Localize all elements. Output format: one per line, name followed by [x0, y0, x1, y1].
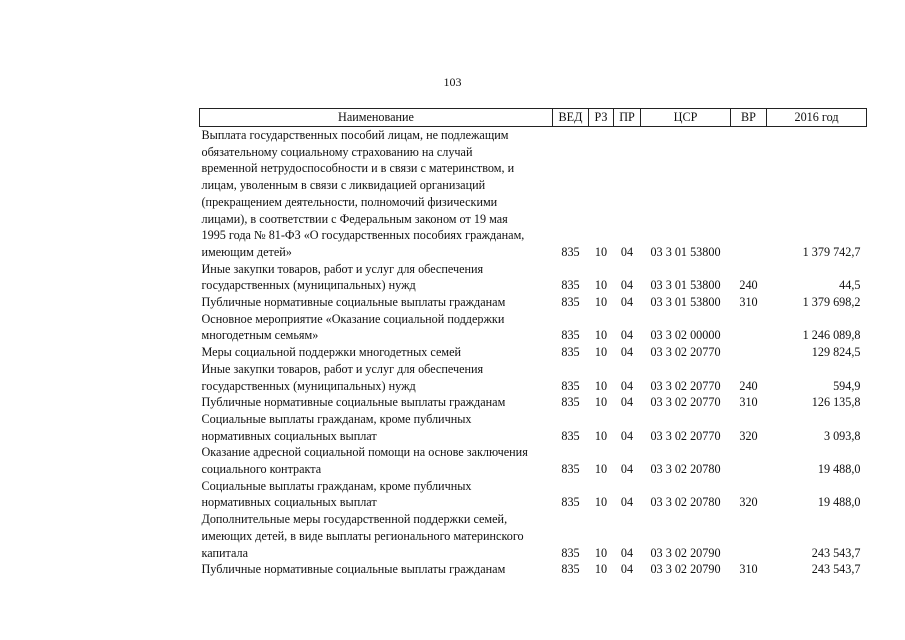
row-pr: 04 [620, 378, 634, 393]
row-rz: 10 [594, 278, 608, 293]
header-pr: ПР [614, 109, 641, 127]
row-pr: 04 [620, 462, 634, 477]
row-ved: 835 [561, 244, 580, 259]
table-row [200, 561, 867, 578]
header-vr: ВР [731, 109, 767, 127]
row-vr: 310 [739, 395, 758, 410]
row-name-line: Публичные нормативные социальные выплаты гражданам [201, 395, 506, 410]
row-name [200, 261, 553, 294]
row-pr: 04 [620, 295, 634, 310]
row-vr: 240 [739, 278, 758, 293]
row-amount: 1 379 698,2 [802, 295, 861, 310]
row-vr: 320 [739, 495, 758, 510]
row-pr: 04 [620, 328, 634, 343]
row-rz: 10 [594, 244, 608, 259]
row-csr: 03 3 02 20770 [650, 378, 721, 393]
row-ved: 835 [561, 428, 580, 443]
row-rz: 10 [594, 562, 608, 577]
table-row [200, 394, 867, 411]
row-vr [731, 311, 767, 344]
row-ved: 835 [561, 328, 580, 343]
row-name [200, 478, 553, 511]
row-ved: 835 [561, 278, 580, 293]
row-amount: 1 379 742,7 [802, 244, 861, 259]
row-amount: 129 824,5 [811, 345, 861, 360]
row-amount: 19 488,0 [817, 495, 861, 510]
row-csr: 03 3 01 53800 [650, 244, 721, 259]
row-name-line: государственных (муниципальных) нужд [201, 378, 416, 393]
row-pr: 04 [620, 278, 634, 293]
row-csr: 03 3 02 20770 [650, 395, 721, 410]
row-name [200, 561, 553, 578]
row-rz: 10 [594, 295, 608, 310]
row-rz: 10 [594, 395, 608, 410]
row-name-line: Иные закупки товаров, работ и услуг для обеспечения [201, 261, 484, 276]
row-ved: 835 [561, 395, 580, 410]
row-name-line: временной нетрудоспособности и в связи с материнством, и [201, 161, 515, 176]
header-year: 2016 год [767, 109, 867, 127]
row-ved: 835 [561, 562, 580, 577]
row-vr: 240 [739, 378, 758, 393]
table-row [200, 361, 867, 394]
row-vr [731, 511, 767, 561]
row-csr: 03 3 02 20770 [650, 345, 721, 360]
row-name [200, 344, 553, 361]
row-name-line: Меры социальной поддержки многодетных семей [201, 345, 462, 360]
row-name-line: Публичные нормативные социальные выплаты гражданам [201, 562, 506, 577]
row-name-line: обязательному социальному страхованию на случай [201, 144, 473, 159]
row-csr: 03 3 02 00000 [650, 328, 721, 343]
row-csr: 03 3 02 20790 [650, 545, 721, 560]
row-csr: 03 3 01 53800 [650, 295, 721, 310]
row-vr [731, 344, 767, 361]
table-row [200, 311, 867, 344]
row-rz: 10 [594, 462, 608, 477]
row-name [200, 394, 553, 411]
row-pr: 04 [620, 562, 634, 577]
row-amount: 3 093,8 [823, 428, 861, 443]
table-row [200, 511, 867, 561]
table-row [200, 344, 867, 361]
row-vr: 310 [739, 562, 758, 577]
row-name [200, 311, 553, 344]
row-name-line: лицами), в соответствии с Федеральным законом от 19 мая [201, 211, 508, 226]
row-vr [731, 444, 767, 477]
row-name-line: Иные закупки товаров, работ и услуг для обеспечения [201, 361, 484, 376]
row-name [200, 444, 553, 477]
row-ved: 835 [561, 495, 580, 510]
row-vr: 310 [739, 295, 758, 310]
row-rz: 10 [594, 345, 608, 360]
row-ved: 835 [561, 345, 580, 360]
row-pr: 04 [620, 345, 634, 360]
header-name: Наименование [200, 109, 553, 127]
row-pr: 04 [620, 395, 634, 410]
table-body [200, 127, 867, 578]
row-name-line: имеющим детей» [201, 244, 292, 259]
row-name-line: государственных (муниципальных) нужд [201, 278, 416, 293]
table-header-row [200, 109, 867, 127]
row-name-line: Дополнительные меры государственной поддержки семей, [201, 512, 508, 527]
budget-table [199, 108, 867, 578]
table-row [200, 294, 867, 311]
row-rz: 10 [594, 495, 608, 510]
row-ved: 835 [561, 378, 580, 393]
table-row [200, 444, 867, 477]
page-number: 103 [443, 75, 462, 89]
header-rz: РЗ [589, 109, 614, 127]
row-amount: 243 543,7 [811, 545, 861, 560]
row-name-line: Оказание адресной социальной помощи на основе заключения [201, 445, 528, 460]
header-csr: ЦСР [641, 109, 731, 127]
row-name [200, 511, 553, 561]
row-name [200, 294, 553, 311]
row-name [200, 411, 553, 444]
row-amount: 594,9 [833, 378, 861, 393]
row-name-line: лицам, уволенным в связи с ликвидацией организаций [201, 178, 486, 193]
row-pr: 04 [620, 495, 634, 510]
row-ved: 835 [561, 545, 580, 560]
row-csr: 03 3 01 53800 [650, 278, 721, 293]
row-ved: 835 [561, 462, 580, 477]
row-name-line: Социальные выплаты гражданам, кроме публичных [201, 478, 472, 493]
row-name-line: нормативных социальных выплат [201, 495, 377, 510]
row-csr: 03 3 02 20790 [650, 562, 721, 577]
row-name-line: нормативных социальных выплат [201, 428, 377, 443]
row-name-line: многодетным семьям» [201, 328, 319, 343]
row-csr: 03 3 02 20780 [650, 462, 721, 477]
row-vr: 320 [739, 428, 758, 443]
row-vr [731, 127, 767, 261]
row-name-line: Основное мероприятие «Оказание социальной поддержки [201, 311, 505, 326]
row-rz: 10 [594, 545, 608, 560]
row-name-line: 1995 года № 81-ФЗ «О государственных пособиях гражданам, [201, 228, 525, 243]
row-amount: 243 543,7 [811, 562, 861, 577]
table-row [200, 478, 867, 511]
row-amount: 1 246 089,8 [802, 328, 861, 343]
row-rz: 10 [594, 428, 608, 443]
row-name [200, 361, 553, 394]
row-name-line: Выплата государственных пособий лицам, не подлежащим [201, 128, 509, 142]
row-pr: 04 [620, 545, 634, 560]
row-name-line: капитала [201, 545, 249, 560]
row-name [200, 127, 553, 261]
row-name-line: имеющих детей, в виде выплаты регионального материнского [201, 528, 524, 543]
row-name-line: Социальные выплаты гражданам, кроме публичных [201, 411, 472, 426]
row-name-line: социального контракта [201, 462, 322, 477]
row-rz: 10 [594, 378, 608, 393]
table-row [200, 411, 867, 444]
row-name-line: (прекращением деятельности, полномочий физическими [201, 194, 498, 209]
row-ved: 835 [561, 295, 580, 310]
row-amount: 19 488,0 [817, 462, 861, 477]
row-amount: 126 135,8 [811, 395, 861, 410]
row-rz: 10 [594, 328, 608, 343]
table-row [200, 261, 867, 294]
header-ved: ВЕД [553, 109, 589, 127]
row-pr: 04 [620, 244, 634, 259]
row-amount: 44,5 [839, 278, 861, 293]
row-name-line: Публичные нормативные социальные выплаты гражданам [201, 295, 506, 310]
table-row [200, 127, 867, 261]
row-csr: 03 3 02 20770 [650, 428, 721, 443]
row-pr: 04 [620, 428, 634, 443]
row-csr: 03 3 02 20780 [650, 495, 721, 510]
